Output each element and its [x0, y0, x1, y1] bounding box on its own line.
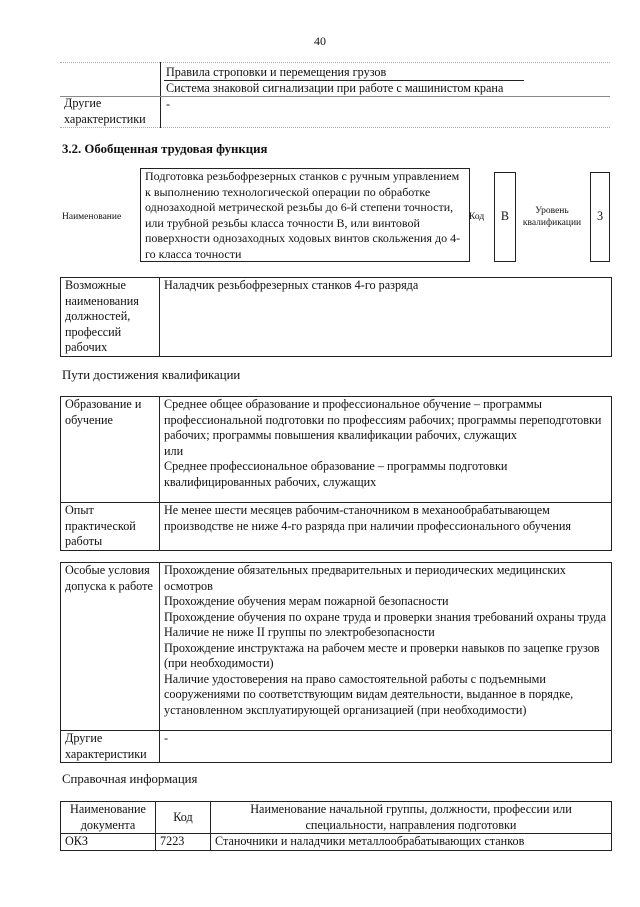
top-table-row-1: Правила строповки и перемещения грузов	[166, 65, 387, 79]
education-line-2: Среднее профессиональное образование – программы подготовки квалифицированных рабочих, служащих	[164, 459, 508, 489]
special-item: Наличие не ниже II группы по электробезопасности	[164, 625, 435, 639]
positions-value: Наладчик резьбофрезерных станков 4-го разряда	[160, 278, 612, 357]
function-name-label: Наименование	[62, 212, 122, 222]
page-number: 40	[314, 34, 326, 48]
function-name-text: Подготовка резьбофрезерных станков с ручным управлением к выполнению технологической операции по обработке однозаходной метрической резьбы до 6-й степени точности, или трубной резьбы класса точности В, или винтовой поверхности однозаходных ходовых винтов скольжения до 4-го класса точности	[145, 169, 461, 261]
reference-table	[60, 801, 612, 851]
reference-header-document: Наименование документа	[61, 802, 156, 834]
level-label: Уровень квалификации	[522, 206, 582, 228]
education-or: или	[164, 443, 184, 458]
code-label: Код	[469, 212, 485, 222]
code-value-box	[494, 172, 516, 262]
special-other-value: -	[160, 731, 612, 763]
special-table	[60, 562, 612, 763]
experience-value: Не менее шести месяцев рабочим-станочником в механообрабатывающем производстве не ниже 4-го разряда при наличии профессионального обучения	[160, 503, 612, 551]
level-value: 3	[596, 209, 604, 224]
special-item: Прохождение обучения мерам пожарной безопасности	[164, 594, 449, 608]
dotted-rule	[60, 127, 610, 128]
experience-label: Опыт практической работы	[61, 503, 160, 551]
special-item: Прохождение обязательных предварительных и периодических медицинских осмотров	[164, 563, 566, 593]
positions-label: Возможные наименования должностей, профессий рабочих	[61, 278, 160, 357]
reference-header-code: Код	[156, 802, 211, 834]
special-other-label: Другие характеристики	[61, 731, 160, 763]
positions-table	[60, 277, 612, 357]
reference-cell-name: Станочники и наладчики металлообрабатывающих станков	[211, 834, 612, 851]
education-cell	[160, 397, 612, 503]
column-divider	[160, 62, 161, 128]
special-item: Наличие удостоверения на право самостоятельной работы с подъемными сооружениями по соответствующим видам деятельности, выданное в порядке, установленном эксплуатирующей организацией (при необходимости)	[164, 671, 574, 717]
special-item: Прохождение инструктажа на рабочем месте и проверки навыков по зацепке грузов (при необходимости)	[164, 640, 600, 670]
education-label: Образование и обучение	[61, 397, 160, 503]
special-items	[160, 563, 612, 731]
reference-title: Справочная информация	[62, 772, 198, 786]
dotted-rule	[60, 62, 610, 63]
top-table	[60, 62, 610, 128]
code-value: B	[500, 209, 510, 224]
table-row	[61, 834, 612, 851]
education-table	[60, 396, 612, 551]
top-table-row-2: Система знаковой сигнализации при работе с машинистом крана	[166, 81, 504, 95]
top-other-label: Другие характеристики	[64, 96, 146, 126]
special-item: Прохождение обучения по охране труда и проверки знания требований охраны труда	[164, 609, 606, 624]
paths-title: Пути достижения квалификации	[62, 368, 241, 382]
reference-header-name: Наименование начальной группы, должности, профессии или специальности, направления подготовки	[211, 802, 612, 834]
special-label: Особые условия допуска к работе	[61, 563, 160, 731]
reference-cell-code: 7223	[156, 834, 211, 851]
reference-cell-document: ОКЗ	[61, 834, 156, 851]
top-other-value: -	[166, 97, 171, 111]
education-line-1: Среднее общее образование и профессиональное обучение – программы профессиональной подготовки по профессиям рабочих; программы переподготовки рабочих; программы повышения квалификации рабочих, служащих	[164, 397, 602, 442]
function-name-box	[140, 168, 470, 262]
level-value-box	[590, 172, 610, 262]
section-title: 3.2. Обобщенная трудовая функция	[62, 142, 268, 156]
